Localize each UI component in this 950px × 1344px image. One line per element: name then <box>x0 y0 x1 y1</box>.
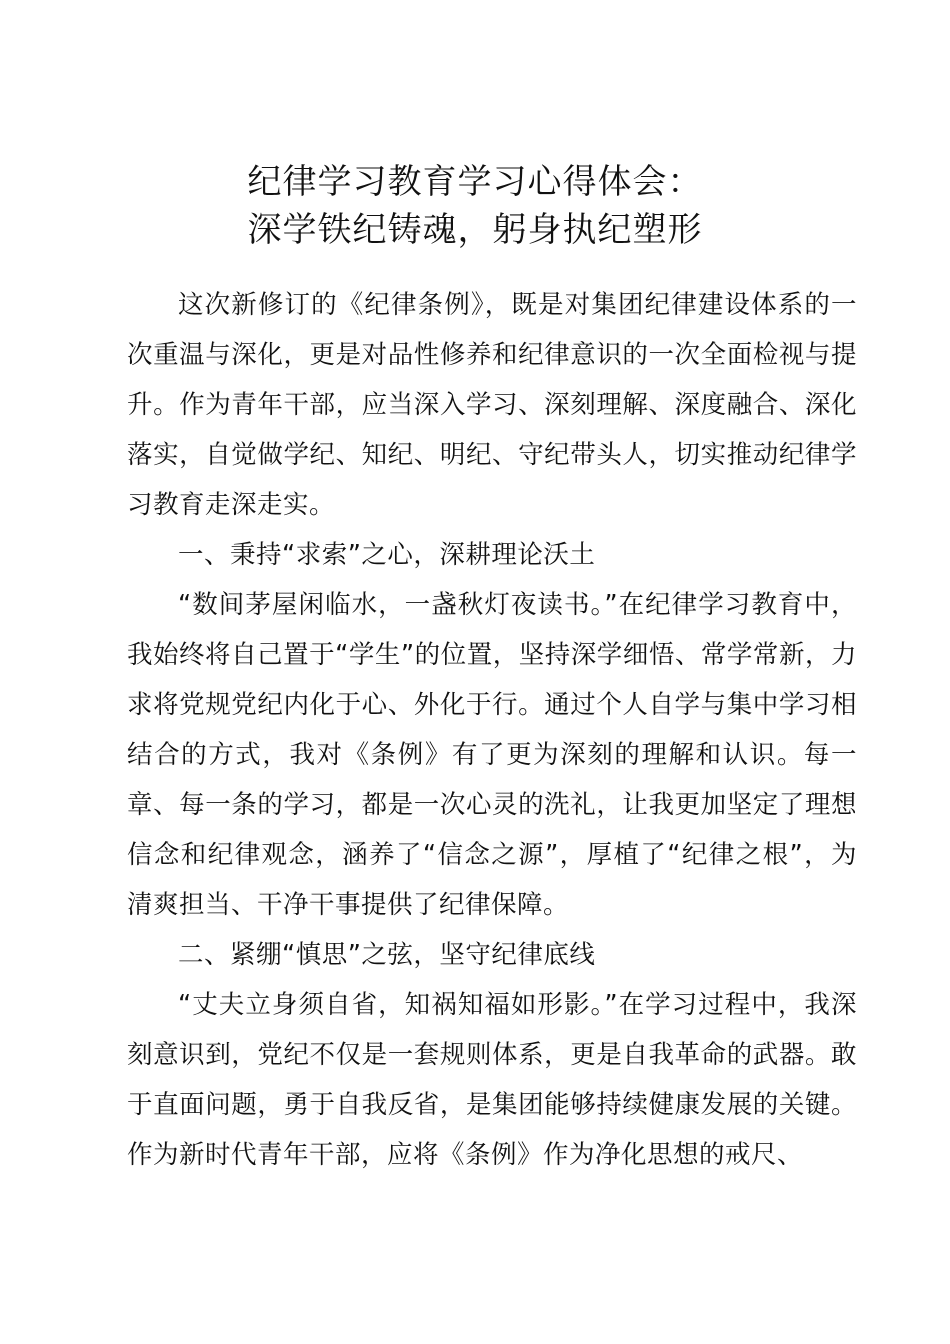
document-title-line-2: 深学铁纪铸魂，躬身执纪塑形 <box>247 210 703 250</box>
section-heading-2: 二、紧绷“慎思”之弦，坚守纪律底线 <box>178 940 596 970</box>
document-title-line-1: 纪律学习教育学习心得体会： <box>247 162 703 202</box>
paragraph-section-1: “数间茅屋闲临水，一盏秋灯夜读书。”在纪律学习教育中，我始终将自己置于“学生”的位置，坚持深学细悟、常学常新，力求将党规党纪内化于心、外化于行。通过个人自学与集中学习相结合的方式，我对《条例》有了更为深刻的理解和认识。每一章、每一条的学习，都是一次心灵的洗礼，让我更加坚定了理想信念和纪律观念，涵养了“信念之源”，厚植了“纪律之根”，为清爽担当、干净干事提供了纪律保障。 <box>127 590 857 920</box>
section-heading-1: 一、秉持“求索”之心，深耕理论沃土 <box>178 540 596 570</box>
document-body <box>127 280 857 1180</box>
paragraph-intro: 这次新修订的《纪律条例》，既是对集团纪律建设体系的一次重温与深化，更是对品性修养和纪律意识的一次全面检视与提升。作为青年干部，应当深入学习、深刻理解、深度融合、深化落实，自觉做学纪、知纪、明纪、守纪带头人，切实推动纪律学习教育走深走实。 <box>127 290 857 520</box>
paragraph-section-2: “丈夫立身须自省，知祸知福如形影。”在学习过程中，我深刻意识到，党纪不仅是一套规则体系，更是自我革命的武器。敢于直面问题，勇于自我反省，是集团能够持续健康发展的关键。作为新时代青年干部，应将《条例》作为净化思想的戒尺、 <box>127 990 857 1170</box>
